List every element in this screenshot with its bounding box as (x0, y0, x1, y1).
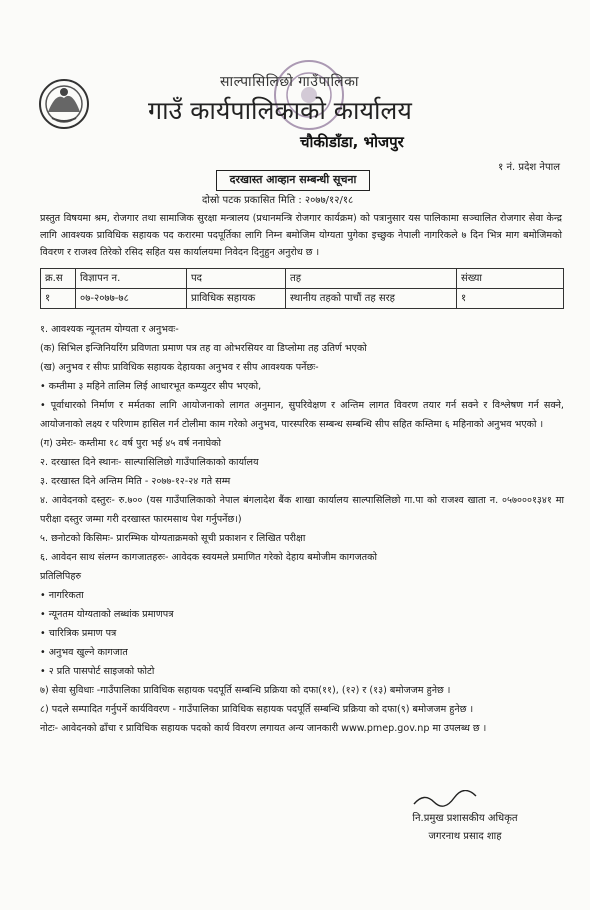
intro-paragraph: प्रस्तुत विषयमा श्रम, रोजगार तथा सामाजिक सुरक्षा मन्त्रालय (प्रधानमन्त्रि रोजगार कार्यक्रम) को पत्रानुसार यस पालिकामा सञ्चालित रोजगार सेवा केन्द्र लागि आवश्यक प्राविधिक सहायक पद करारमा पदपूर्तिका लागि निम्न बमोजिम योग्यता पुगेका इच्छुक नेपाली नागरिकले ७ दिन भित्र माग बमोजिमको विवरण र राजश्व तिरेको रसिद सहित यस कार्यालयमा निवेदन दिनुहुन अनुरोध छ । (40, 213, 562, 258)
col-level: तह (286, 269, 457, 289)
doc-marksheet: • न्यूनतम योग्यताको लब्धांक प्रमाणपत्र (40, 605, 564, 624)
office-name: गाउँ कार्यपालिकाको कार्यालय (148, 96, 412, 125)
doc-photo: • २ प्रति पासपोर्ट साइजको फोटो (40, 662, 564, 681)
col-post: पद (187, 269, 286, 289)
col-count: संख्या (457, 269, 564, 289)
col-ad-number: विज्ञापन न. (76, 269, 187, 289)
signature-block (380, 790, 550, 846)
skill-infrastructure: • पूर्वाधारको निर्माण र मर्मतका लागि आयोजनाको लागत अनुमान, सुपरिवेक्षण र अन्तिम लागत विवरण तयार गर्न सक्ने र विश्लेषण गर्न सक्ने, आयोजनाको लक्ष्य र परिणाम हासिल गर्न टोलीमा काम गरेको अनुभव, पारस्परिक सम्बन्ध सम्बन्धि सीप सहित कम्तिमा ६ महिनाको अनुभव भएको । (40, 396, 564, 434)
cell-serial: १ (41, 289, 76, 309)
documents-copies: प्रतिलिपिहरु (40, 571, 82, 582)
service-benefits: ७) सेवा सुविधाः -गाउँपालिका प्राविधिक सहायक पदपूर्ति सम्बन्धि प्रक्रिया को दफा(११), (१२) र (१३) बमोजजम हुनेछ । (40, 685, 451, 696)
doc-character: • चारित्रिक प्रमाण पत्र (40, 624, 564, 643)
note-website: नोटः- आवेदनको ढाँचा र प्राविधिक सहायक पदको कार्य विवरण लगायत अन्य जानकारी www.pmep.gov.np मा उपलब्ध छ । (40, 723, 487, 734)
municipality-name: साल्पासिलिछो गाउँपालिका (220, 74, 360, 90)
publication-date: दोस्रो पटक प्रकासित मिति : २०७७/१२/१८ (202, 195, 354, 206)
doc-citizenship: • नागरिकता (40, 586, 564, 605)
documents-heading: ६. आवेदन साथ संलग्न कागजातहरुः- आवेदक स्वयमले प्रमाणित गरेको देहाय बमोजीम कागजतको (40, 552, 378, 563)
cell-count: १ (457, 289, 564, 309)
application-deadline: ३. दरखास्त दिने अन्तिम मिति - २०७७-१२-२४ गते सम्म (40, 476, 231, 487)
qualification-a: (क) सिभिल इन्जिनियरिंग प्रविणता प्रमाण पत्र तह वा ओभरसियर वा डिप्लोमा तह उतिर्ण भएको (40, 343, 367, 354)
office-address: चौकीडाँडा, भोजपुर (300, 133, 404, 151)
table-row (41, 289, 564, 309)
qualification-b: (ख) अनुभव र सीपः प्राविधिक सहायक देहायका अनुभव र सीप आवश्यक पर्नेछः- (40, 362, 319, 373)
skill-computer: • कम्तीमा ३ महिने तालिम लिई आधारभूत कम्प्युटर सीप भएको, (40, 377, 564, 396)
signatory-title: नि.प्रमुख प्रशासकीय अधिकृत (412, 813, 518, 824)
cell-level: स्थानीय तहको पाचौं तह सरह (286, 289, 457, 309)
signatory-name: जगरनाथ प्रसाद शाह (428, 831, 502, 842)
heading-qualification: १. आवश्यक न्यूनतम योग्यता र अनुभवः- (40, 324, 179, 335)
notice-body (40, 320, 564, 738)
selection-method: ५. छनोटको किसिमः- प्रारम्भिक योग्यताक्रमको सूची प्रकाशन र लिखित परीक्षा (40, 533, 306, 544)
cell-ad-number: ०७-२०७७-७८ (76, 289, 187, 309)
application-place: २. दरखास्त दिने स्थानः- साल्पासिलिछो गाउँपालिकाको कार्यालय (40, 457, 259, 468)
col-serial: क्र.स (41, 269, 76, 289)
vacancy-table (40, 268, 564, 309)
province-label: १ नं. प्रदेश नेपाल (498, 162, 560, 173)
application-fee: ४. आवेदनको दस्तुरः- रु.७०० (यस गाउँपालिकाको नेपाल बंगलादेश बैंक शाखा कार्यालय साल्पासिलिछो गा.पा को राजश्व खाता न. ०५७०००१३४१ मा परीक्षा दस्तुर जम्मा गरी दरखास्त फारमसाथ पेश गर्नुपर्नेछ।) (40, 495, 564, 525)
qualification-age: (ग) उमेरः- कम्तीमा १८ वर्ष पुरा भई ४५ वर्ष ननाघेको (40, 438, 221, 449)
table-header-row (41, 269, 564, 289)
doc-experience: • अनुभव खुल्ने कागजात (40, 643, 564, 662)
notice-title: दरखास्त आव्हान सम्बन्धी सूचना (216, 170, 370, 191)
job-description: ८) पदले सम्पादित गर्नुपर्ने कार्यविवरण - गाउँपालिका प्राविधिक सहायक पदपूर्ति सम्बन्धि प्रक्रिया को दफा(९) बमोजजम हुनेछ । (40, 704, 474, 715)
nepal-emblem-icon (38, 78, 90, 130)
cell-post: प्राविधिक सहायक (187, 289, 286, 309)
